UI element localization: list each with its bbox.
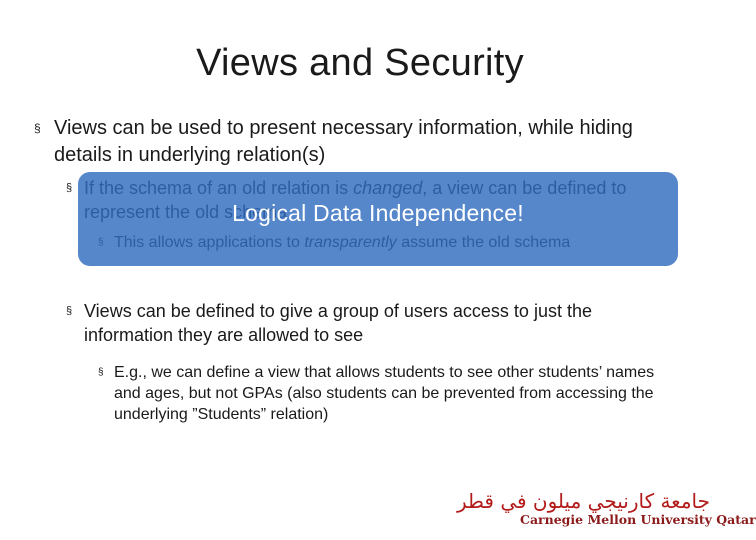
logical-data-independence-callout xyxy=(78,172,678,266)
bullet-views-present-information xyxy=(34,115,684,169)
bullet-group-access xyxy=(66,299,684,347)
callout-text: Logical Data Independence! xyxy=(232,200,524,226)
logo-arabic-text: جامعة كارنيجي ميلون في قطر xyxy=(456,489,710,513)
bullet-text: Views can be defined to give a group of users access to just the information they are allowed to see xyxy=(84,301,592,345)
slide-title: Views and Security xyxy=(196,42,524,84)
bullet-marker: § xyxy=(66,182,73,194)
bullet-example-students xyxy=(98,362,684,425)
logo-english-text: Carnegie Mellon University Qatar xyxy=(520,512,756,527)
bullet-marker: § xyxy=(98,367,104,378)
cmu-qatar-logo xyxy=(456,489,756,528)
bullet-marker: § xyxy=(34,121,41,135)
bullet-text: E.g., we can define a view that allows students to see other students’ names and ages, but not GPAs (also students can be prevented from accessing the underlying ”Students” relation) xyxy=(114,364,655,423)
bullet-marker: § xyxy=(66,305,73,317)
bullet-text: Views can be used to present necessary information, while hiding details in underlying relation(s) xyxy=(54,117,633,166)
